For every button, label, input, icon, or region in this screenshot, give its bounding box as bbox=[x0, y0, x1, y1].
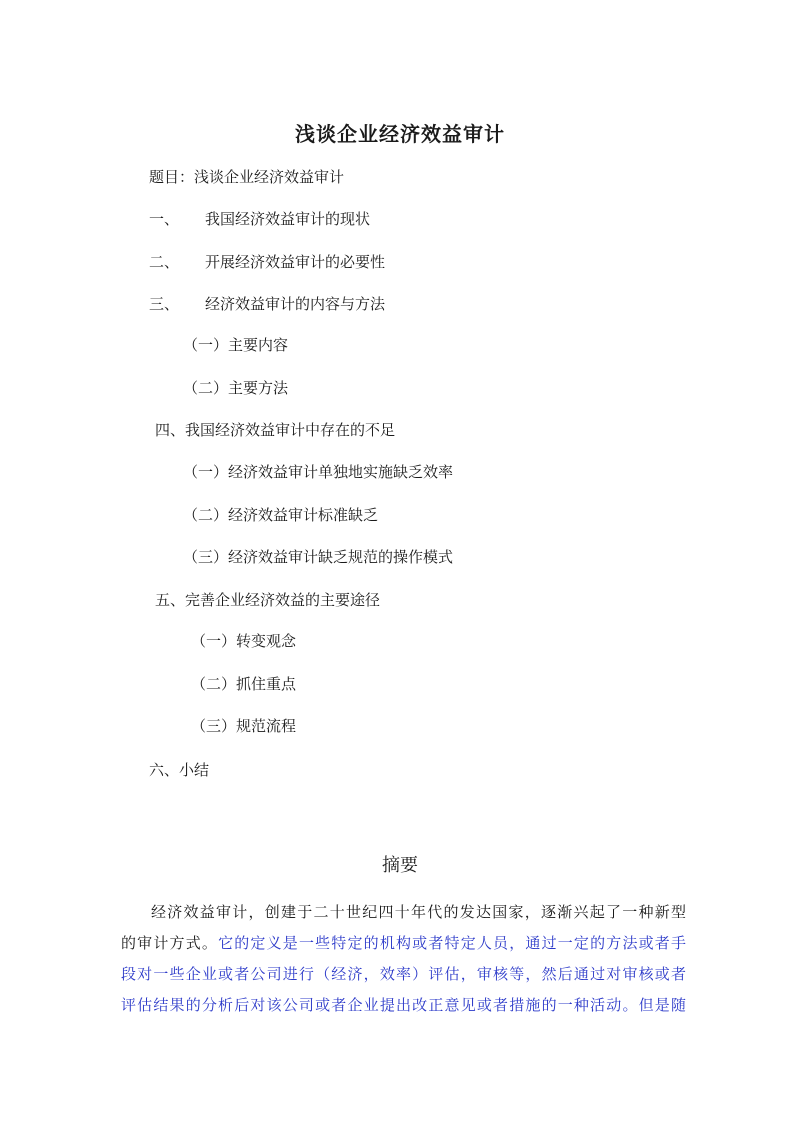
abstract-highlight-text: 它的定义是一些特定的机构或者特定人员，通过一定的方法或者手 bbox=[218, 934, 686, 952]
abstract-line bbox=[121, 928, 686, 959]
outline-text: 开展经济效益审计的必要性 bbox=[205, 253, 386, 271]
outline-text: 我国经济效益审计的现状 bbox=[205, 210, 371, 228]
outline-subitem: （二）经济效益审计标准缺乏 bbox=[183, 506, 379, 524]
document-title: 浅谈企业经济效益审计 bbox=[295, 122, 505, 146]
abstract-heading: 摘要 bbox=[382, 855, 418, 876]
outline-subitem: （三）规范流程 bbox=[191, 717, 297, 735]
outline-subitem: （二）抓住重点 bbox=[191, 675, 297, 693]
abstract-line: 评估结果的分析后对该公司或者企业提出改正意见或者措施的一种活动。但是随 bbox=[121, 996, 686, 1014]
outline-text: 经济效益审计的内容与方法 bbox=[205, 295, 386, 313]
outline-subitem: （一）经济效益审计单独地实施缺乏效率 bbox=[183, 463, 454, 481]
outline-item-6: 六、小结 bbox=[149, 761, 210, 779]
abstract-text: 的审计方式。 bbox=[121, 934, 219, 952]
outline-item-1 bbox=[149, 208, 370, 229]
outline-item-4: 四、我国经济效益审计中存在的不足 bbox=[155, 421, 396, 439]
outline-item-2 bbox=[149, 251, 385, 272]
outline-subitem: （一）主要内容 bbox=[183, 336, 289, 354]
outline-subitem: （二）主要方法 bbox=[183, 379, 289, 397]
outline-subitem: （三）经济效益审计缺乏规范的操作模式 bbox=[183, 548, 454, 566]
abstract-paragraph bbox=[121, 897, 686, 1021]
abstract-line: 段对一些企业或者公司进行（经济，效率）评估，审核等，然后通过对审核或者 bbox=[121, 965, 686, 983]
outline-subitem: （一）转变观念 bbox=[191, 632, 297, 650]
outline-number: 三、 bbox=[149, 295, 180, 313]
subject-line: 题目：浅谈企业经济效益审计 bbox=[149, 168, 345, 186]
outline-number: 一、 bbox=[149, 210, 180, 228]
outline-item-5: 五、完善企业经济效益的主要途径 bbox=[155, 591, 381, 609]
outline-item-3 bbox=[149, 293, 385, 314]
abstract-line: 经济效益审计，创建于二十世纪四十年代的发达国家，逐渐兴起了一种新型 bbox=[151, 903, 686, 921]
outline-number: 二、 bbox=[149, 253, 180, 271]
